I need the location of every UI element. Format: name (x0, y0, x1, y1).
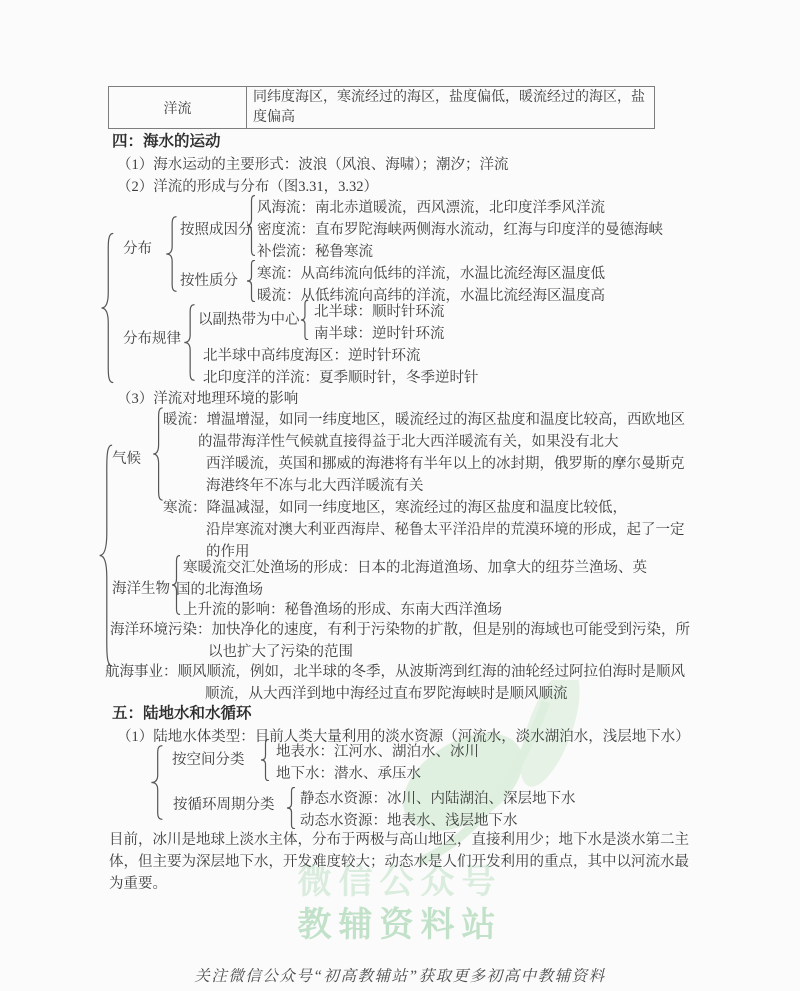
section4-item2: （2）洋流的形成与分布（图3.31，3.32） (117, 179, 378, 195)
summary-table (108, 86, 655, 129)
d2-marine-life-label: 海洋生物 (112, 581, 170, 597)
d2-bio-line: 寒暖流交汇处渔场的形成：日本的北海道渔场、加拿大的纽芬兰渔场、英 (183, 560, 647, 576)
d2-pollution-line: 以也扩大了污染的范围 (208, 644, 353, 660)
footer-note: 关注微信公众号“初高教辅站”获取更多初高中教辅资料 (194, 968, 606, 985)
d2-warm-line: 暖流：增温增湿，如同一纬度地区，暖流经过的海区盐度和温度比较高，西欧地区 (163, 412, 685, 428)
brace (300, 300, 309, 340)
d3-cycle-line: 静态水资源：冰川、内陆湖泊、深层地下水 (300, 791, 576, 807)
d2-warm-line: 海港终年不冻与北大西洋暖流有关 (206, 478, 424, 494)
d1-cause-line: 密度流：直布罗陀海峡两侧海水流动，红海与印度洋的曼德海峡 (257, 222, 663, 238)
d1-nature-line: 暖流：从低纬流向高纬的洋流，水温比流经海区温度高 (257, 288, 605, 304)
d2-pollution-line: 海洋环境污染：加快净化的速度，有利于污染物的扩散，但是别的海域也可能受到污染，所 (110, 622, 690, 638)
d1-by-cause-label: 按照成因分 (180, 222, 253, 238)
d1-rule-line: 北印度洋的洋流：夏季顺时针，冬季逆时针 (203, 370, 479, 386)
d2-navigation-line: 航海事业：顺风顺流，例如，北半球的冬季，从波斯湾到红海的油轮经过阿拉伯海时是顺风 (105, 664, 685, 680)
d3-space-line: 地表水：江河水、湖泊水、冰川 (276, 744, 479, 760)
d3-cycle-line: 动态水资源：地表水、浅层地下水 (300, 813, 518, 829)
d2-bio-line: 上升流的影响：秘鲁渔场的形成、东南大西洋渔场 (183, 602, 502, 618)
brace (286, 787, 296, 829)
paragraph-line: 目前，冰川是地球上淡水主体，分布于两极与高山地区，直接利用少；地下水是淡水第二主 (109, 832, 689, 848)
brace (183, 304, 196, 381)
watermark-line1: 微信公众号 (297, 863, 503, 901)
d2-cold-line: 寒流：降温减湿，如同一纬度地区，寒流经过的海区盐度和温度比较低， (163, 500, 627, 516)
d1-cause-line: 补偿流：秘鲁寒流 (257, 244, 373, 260)
paragraph-line: 体，但主要为深层地下水，开发难度较大；动态水是人们开发利用的重点，其中以河流水最 (109, 854, 689, 870)
section4-heading: 四：海水的运动 (112, 133, 221, 150)
d2-warm-line: 西洋暖流，英国和挪威的海港将有半年以上的冰封期，俄罗斯的摩尔曼斯克 (206, 456, 685, 472)
d3-by-cycle-label: 按循环周期分类 (173, 797, 275, 813)
section4-item1: （1）海水运动的主要形式：波浪（风浪、海啸）；潮汐；洋流 (117, 157, 509, 173)
d1-hemisphere-line: 北半球：顺时针环流 (314, 304, 445, 320)
brace (100, 232, 115, 384)
d1-by-nature-label: 按性质分 (180, 273, 238, 289)
d1-subtropical-label: 以副热带为中心 (198, 312, 300, 328)
d3-space-line: 地下水：潜水、承压水 (276, 766, 421, 782)
d3-by-space-label: 按空间分类 (172, 752, 245, 768)
brace (246, 260, 256, 302)
d1-root2-label: 分布规律 (123, 331, 181, 347)
table-row-content: 同纬度海区，寒流经过的海区，盐度偏低，暖流经过的海区，盐度偏高 (253, 90, 645, 125)
watermark-line2: 教辅资料站 (297, 906, 503, 944)
section5-item1: （1）陆地水体类型：目前人类大量利用的淡水资源（河流水，淡水湖泊水，浅层地下水） (117, 729, 690, 745)
d1-nature-line: 寒流：从高纬流向低纬的洋流，水温比流经海区温度低 (257, 266, 605, 282)
d2-cold-line: 的作用 (206, 544, 250, 560)
d1-hemisphere-line: 南半球：逆时针环流 (314, 326, 445, 342)
d2-warm-line: 的温带海洋性气候就直接得益于北大西洋暖流有关，如果没有北大 (198, 434, 619, 450)
brace (165, 216, 178, 292)
section5-heading: 五：陆地水和水循环 (112, 705, 252, 722)
table-row-label: 洋流 (109, 87, 247, 128)
d2-climate-label: 气候 (112, 451, 141, 467)
d2-navigation-line: 顺流，从大西洋到地中海经过直布罗陀海峡时是顺风顺流 (205, 686, 568, 702)
d2-bio-line: 国的北海渔场 (176, 582, 263, 598)
brace (150, 745, 164, 820)
paragraph-line: 为重要。 (109, 876, 167, 892)
d1-rule-line: 北半球中高纬度海区：逆时针环流 (203, 348, 421, 364)
d2-cold-line: 沿岸寒流对澳大利亚西海岸、秘鲁太平洋沿岸的荒漠环境的形成，起了一定 (206, 522, 685, 538)
section4-item3: （3）洋流对地理环境的影响 (117, 391, 299, 407)
d1-root-label: 分布 (123, 241, 152, 257)
d1-cause-line: 风海流：南北赤道暖流，西风漂流，北印度洋季风洋流 (257, 200, 605, 216)
